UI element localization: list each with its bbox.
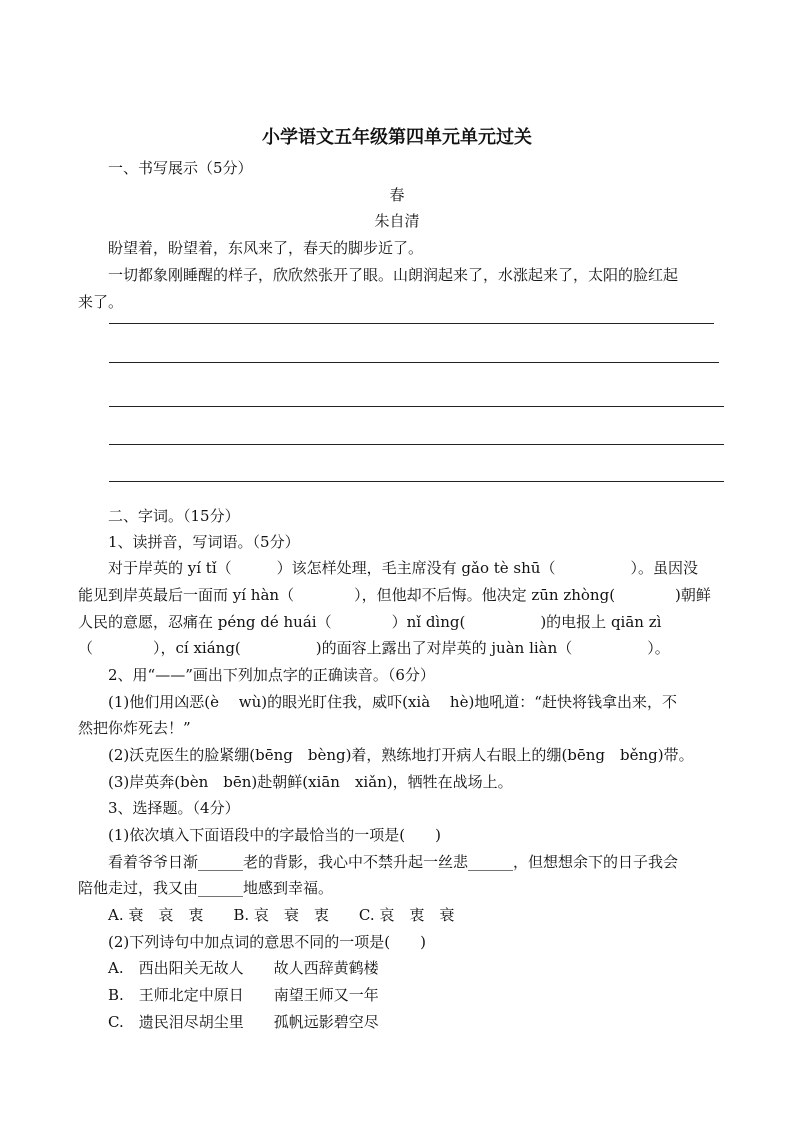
q2-item-1-line-1: (1)他们用凶恶(è wù)的眼光盯住我，威吓(xià hè)地吼道：“赶快将钱拿出来，不 [108,693,677,711]
writing-line [109,406,724,407]
writing-line [109,481,724,482]
q3-heading: 3、选择题。（4分） [108,799,240,817]
q2-item-3: (3)岸英奔(bèn bēn)赴朝鲜(xiān xiǎn)，牺牲在战场上。 [108,773,513,791]
q3-item-1-line-2: 陪他走过，我又由______地感到幸福。 [78,879,334,897]
q3-item-2-heading: (2)下列诗句中加点词的意思不同的一项是( ) [108,933,426,951]
q1-heading: 1、读拼音，写词语。（5分） [108,533,300,551]
q2-item-2: (2)沃克医生的脸紧绷(bēng bèng)着，熟练地打开病人右眼上的绷(bēng běng)带。 [108,746,694,764]
q1-line-4: （ ），cí xiáng( )的面容上露出了对岸英的 juàn liàn（ ）。 [78,639,670,657]
writing-line [109,362,719,363]
q2-item-1-line-2: 然把你炸死去！” [78,719,191,737]
q1-line-1: 对于岸英的 yí tǐ（ ）该怎样处理，毛主席没有 gǎo tè shū（ ）。虽因没 [108,559,698,577]
q1-line-3: 人民的意愿，忍痛在 péng dé huái（ ）nǐ dìng( )的电报上 qiān zì [78,613,662,631]
poem-paragraph-2-line-2: 来了。 [78,293,124,311]
poem-paragraph-2-line-1: 一切都象刚睡醒的样子，欣欣然张开了眼。山朗润起来了，水涨起来了，太阳的脸红起 [108,266,679,284]
writing-line [109,444,724,445]
page-title: 小学语文五年级第四单元单元过关 [262,127,532,148]
q3-item-1-heading: (1)依次填入下面语段中的字最恰当的一项是( ) [108,826,441,844]
q3-item-1-line-1: 看着爷爷日渐______老的背影，我心中不禁升起一丝悲______，但想想余下的日子我会 [108,853,679,871]
q3-item-1-options: A. 衰 哀 衷 B. 哀 衰 衷 C. 哀 衷 衰 [108,906,455,924]
q2-heading: 2、用“——”画出下列加点字的正确读音。（6分） [108,666,435,684]
q3-option-c: C. 遗民泪尽胡尘里 孤帆远影碧空尽 [108,1013,379,1031]
poem-author: 朱自清 [374,212,420,230]
poem-title: 春 [389,186,405,204]
q3-option-a: A. 西出阳关无故人 故人西辞黄鹤楼 [108,959,379,977]
q3-option-b: B. 王师北定中原日 南望王师又一年 [108,986,379,1004]
poem-paragraph-1: 盼望着，盼望着，东风来了，春天的脚步近了。 [108,239,424,257]
section1-heading: 一、书写展示（5分） [108,159,253,177]
writing-line [109,323,714,324]
section2-heading: 二、字词。（15分） [108,507,240,525]
q1-line-2: 能见到岸英最后一面而 yí hàn（ ），但他却不后悔。他决定 zūn zhòng( )朝鲜 [78,586,711,604]
